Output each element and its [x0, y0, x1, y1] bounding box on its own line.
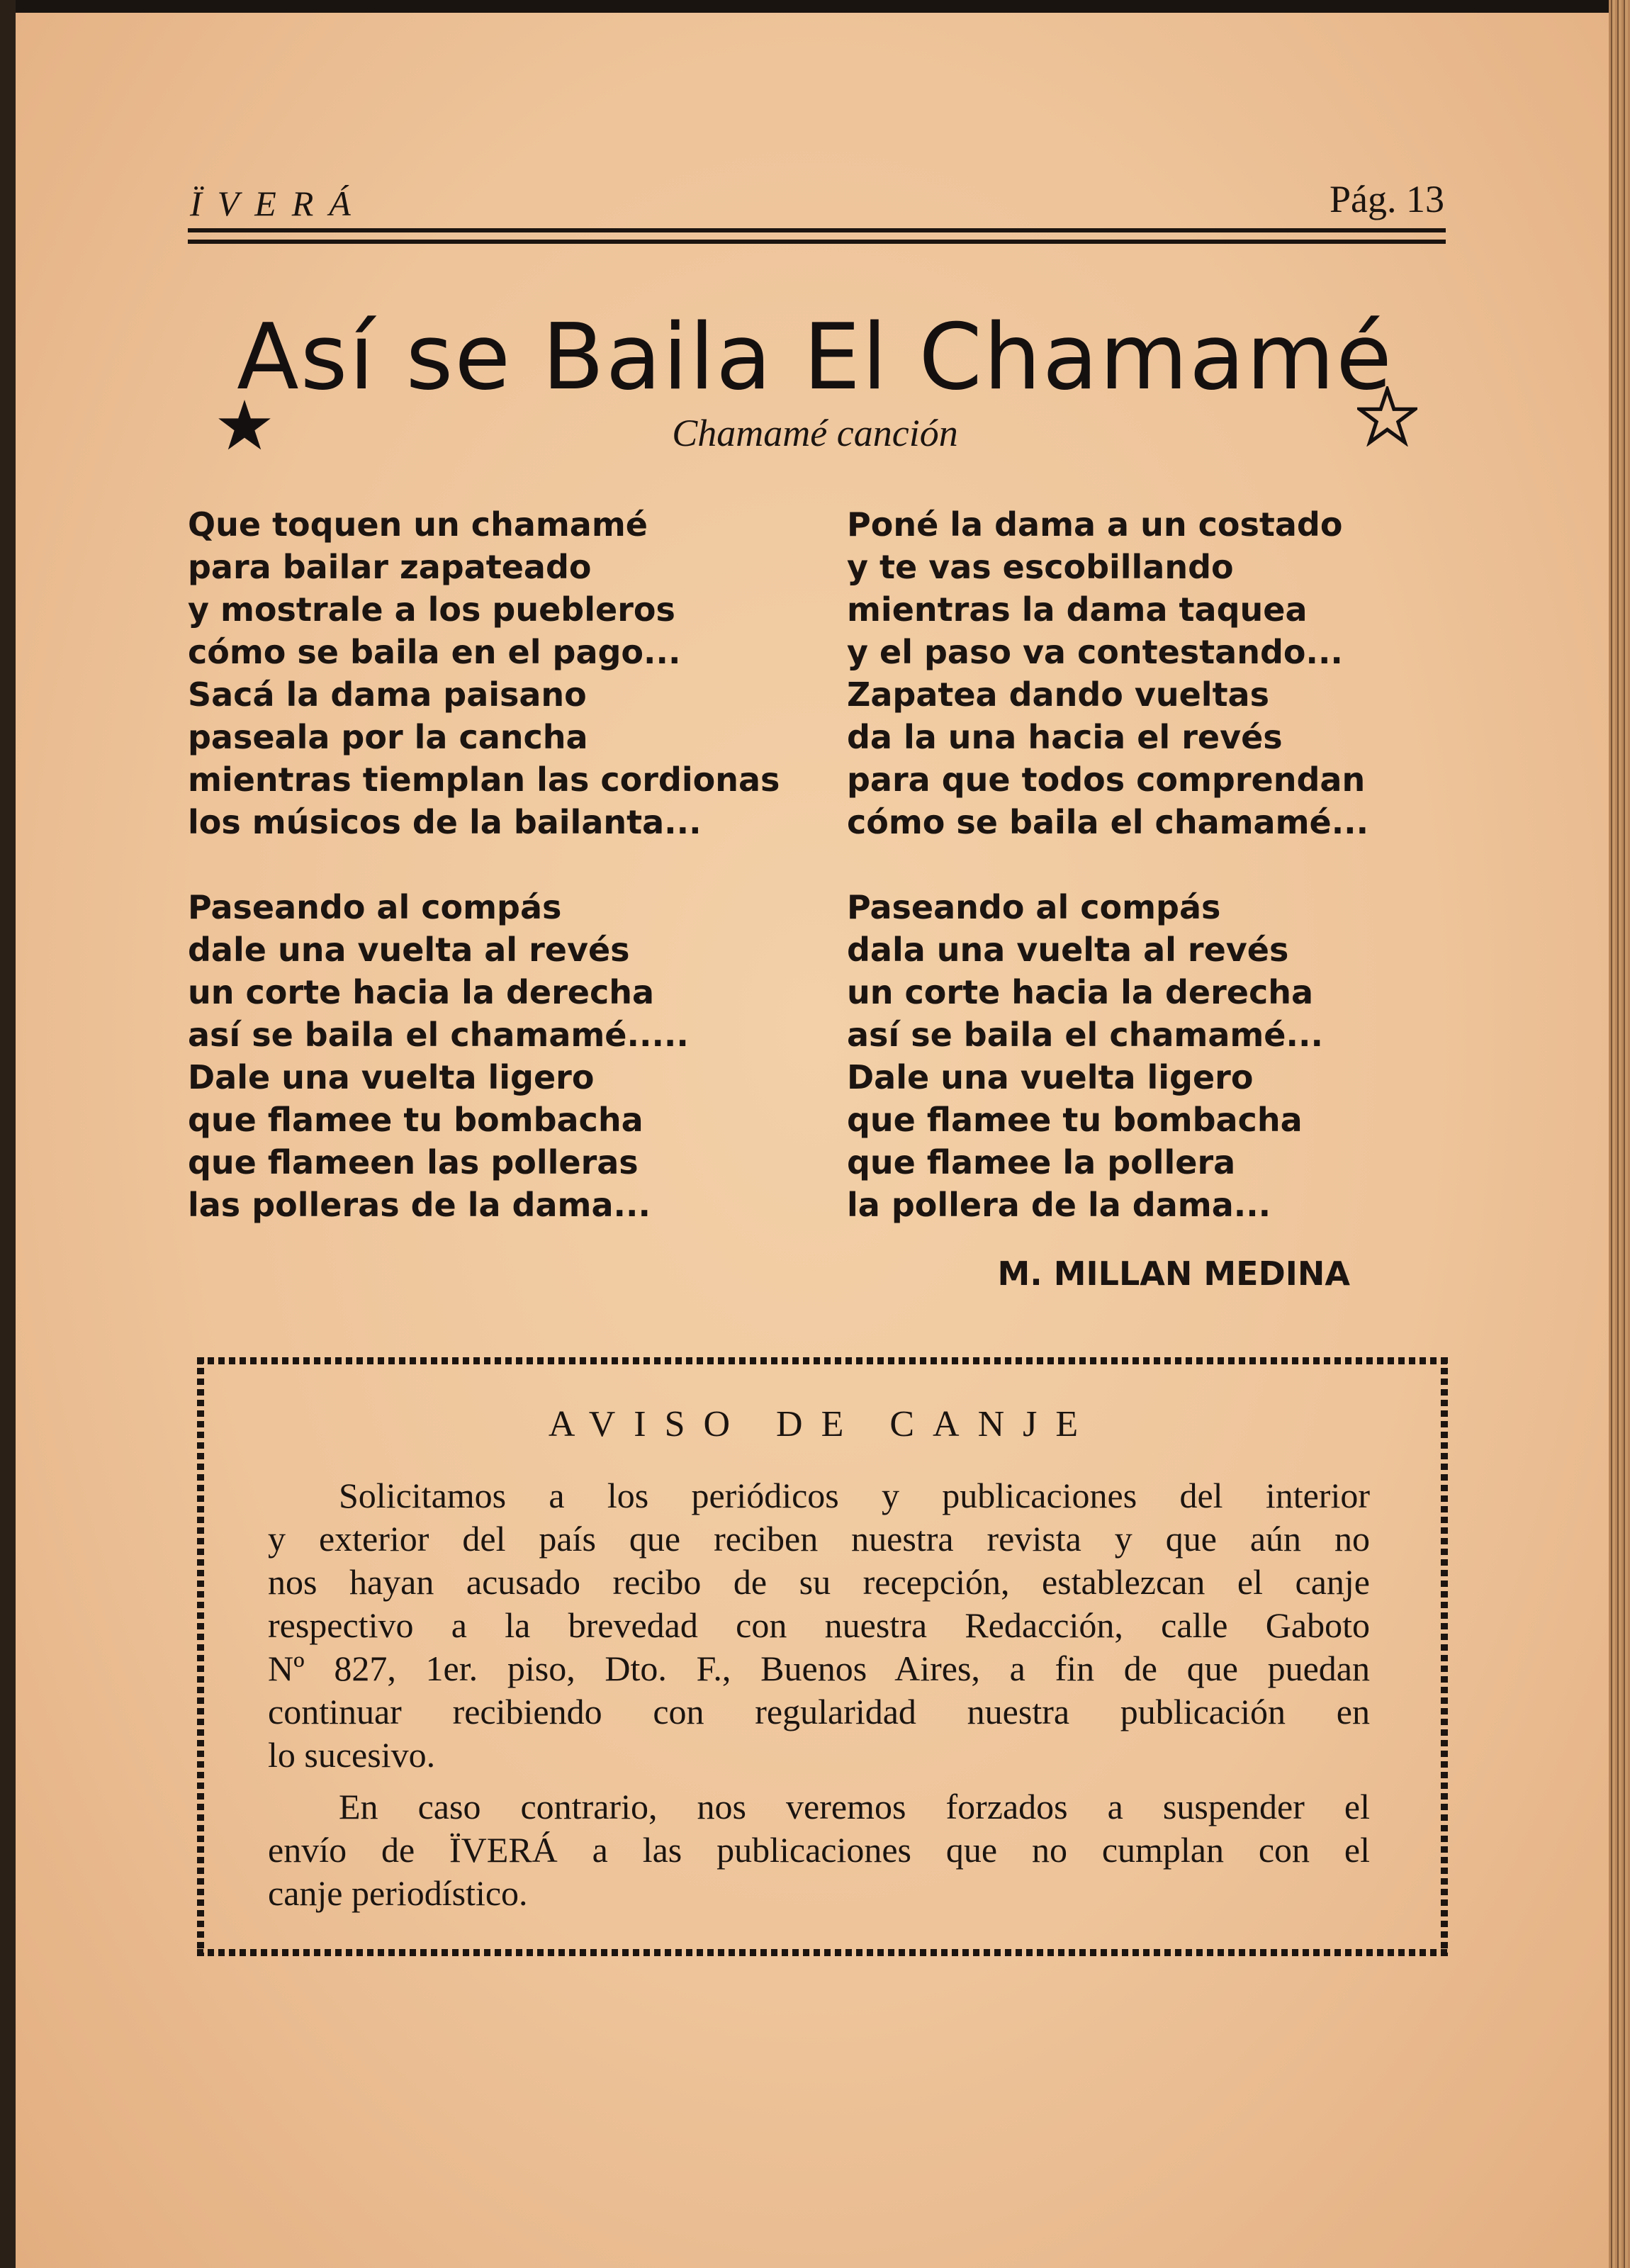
- verse-line: dale una vuelta al revés: [188, 931, 630, 969]
- decorative-border-right: [1441, 1357, 1448, 1956]
- magazine-name: ÏVERÁ: [190, 184, 366, 223]
- verse-line: que flamee tu bombacha: [188, 1101, 643, 1139]
- verse-line: Poné la dama a un costado: [847, 505, 1343, 544]
- verse-line: que flamee tu bombacha: [847, 1101, 1303, 1139]
- poem-left-column: [188, 503, 780, 1226]
- notice-title: AVISO DE CANJE: [548, 1404, 1097, 1444]
- verse-line: así se baila el chamamé.....: [188, 1016, 689, 1054]
- verse-line: paseala por la cancha: [188, 718, 588, 756]
- verse-line: y mostrale a los puebleros: [188, 590, 675, 629]
- header-rule-bottom: [188, 240, 1446, 244]
- notice-body: [268, 1474, 1370, 1915]
- verse-line: Zapatea dando vueltas: [847, 675, 1269, 714]
- article-title: Así se Baila El Chamamé: [237, 305, 1393, 410]
- stanza-gap: [847, 843, 1368, 886]
- verse-line: Paseando al compás: [847, 888, 1221, 926]
- verse-line: que flamee la pollera: [847, 1143, 1236, 1181]
- verse-line: Paseando al compás: [188, 888, 562, 926]
- verse-line: un corte hacia la derecha: [188, 973, 655, 1011]
- verse-line: Sacá la dama paisano: [188, 675, 587, 714]
- verse-line: y el paso va contestando...: [847, 633, 1343, 671]
- article-subtitle: Chamamé canción: [672, 412, 958, 454]
- page-number: Pág. 13: [1330, 178, 1444, 220]
- notice-line: y exterior del país que reciben nuestra revista y que aún no: [268, 1519, 1370, 1559]
- verse-line: cómo se baila en el pago...: [188, 633, 681, 671]
- decorative-border-bottom: [197, 1949, 1448, 1956]
- notice-line: Nº 827, 1er. piso, Dto. F., Buenos Aires, a fin de que puedan: [268, 1649, 1370, 1688]
- verse-line: da la una hacia el revés: [847, 718, 1283, 756]
- verse-line: un corte hacia la derecha: [847, 973, 1314, 1011]
- decorative-border-top: [197, 1357, 1448, 1364]
- decorative-border-left: [197, 1357, 204, 1956]
- notice-line: En caso contrario, nos veremos forzados a suspender el: [339, 1787, 1370, 1826]
- verse-line: Dale una vuelta ligero: [847, 1058, 1254, 1096]
- verse-line: para que todos comprendan: [847, 760, 1366, 799]
- notice-line: Solicitamos a los periódicos y publicaciones del interior: [339, 1476, 1370, 1515]
- verse-line: así se baila el chamamé...: [847, 1016, 1323, 1054]
- verse-line: dala una vuelta al revés: [847, 931, 1289, 969]
- notice-line: canje periodístico.: [268, 1873, 528, 1913]
- notice-line: envío de ÏVERÁ a las publicaciones que no cumplan con el: [268, 1830, 1370, 1870]
- verse-line: Que toquen un chamamé: [188, 505, 648, 544]
- notice-line: nos hayan acusado recibo de su recepción, establezcan el canje: [268, 1562, 1370, 1602]
- verse-line: cómo se baila el chamamé...: [847, 803, 1369, 841]
- verse-line: que flameen las polleras: [188, 1143, 639, 1181]
- verse-line: las polleras de la dama...: [188, 1186, 651, 1224]
- verse-line: mientras tiemplan las cordionas: [188, 760, 780, 799]
- verse-line: la pollera de la dama...: [847, 1186, 1271, 1224]
- notice-line: respectivo a la brevedad con nuestra Redacción, calle Gaboto: [268, 1605, 1370, 1645]
- stanza-gap: [188, 843, 780, 886]
- verse-line: Dale una vuelta ligero: [188, 1058, 595, 1096]
- verse-line: mientras la dama taquea: [847, 590, 1308, 629]
- paragraph-gap: [268, 1777, 1370, 1785]
- notice-line: continuar recibiendo con regularidad nuestra publicación en: [268, 1692, 1370, 1731]
- verse-line: los músicos de la bailanta...: [188, 803, 702, 841]
- verse-line: y te vas escobillando: [847, 548, 1234, 586]
- notice-box: [197, 1357, 1448, 1956]
- notice-line: lo sucesivo.: [268, 1735, 436, 1775]
- verse-line: para bailar zapateado: [188, 548, 592, 586]
- poem-right-column: [847, 503, 1368, 1226]
- header-rule-top: [188, 228, 1446, 232]
- article-author: M. MILLAN MEDINA: [997, 1254, 1350, 1293]
